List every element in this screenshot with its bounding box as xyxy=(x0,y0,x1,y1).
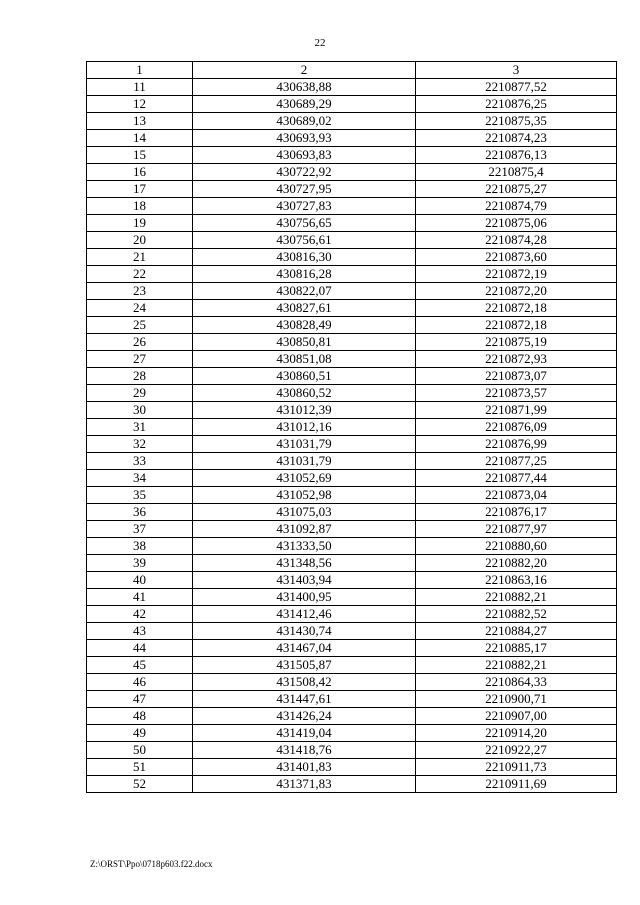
table-cell-col-1: 19 xyxy=(87,215,193,232)
table-cell-col-3: 2210872,19 xyxy=(416,266,617,283)
table-cell-col-3: 2210873,60 xyxy=(416,249,617,266)
table-row xyxy=(87,572,617,589)
table-cell-col-1: 23 xyxy=(87,283,193,300)
table-cell-col-2: 431052,69 xyxy=(193,470,416,487)
table-cell-col-1: 42 xyxy=(87,606,193,623)
table-cell-col-1: 40 xyxy=(87,572,193,589)
table-cell-col-1: 34 xyxy=(87,470,193,487)
table-row xyxy=(87,215,617,232)
table-cell-col-3: 2210876,99 xyxy=(416,436,617,453)
table-cell-col-3: 2210877,52 xyxy=(416,79,617,96)
table-row xyxy=(87,776,617,793)
table-cell-col-2: 431430,74 xyxy=(193,623,416,640)
table-cell-col-2: 430828,49 xyxy=(193,317,416,334)
table-cell-col-3: 2210875,27 xyxy=(416,181,617,198)
table-cell-col-1: 52 xyxy=(87,776,193,793)
table-row xyxy=(87,623,617,640)
table-cell-col-2: 431403,94 xyxy=(193,572,416,589)
table-cell-col-2: 430693,93 xyxy=(193,130,416,147)
table-row xyxy=(87,198,617,215)
table-cell-col-3: 2210873,04 xyxy=(416,487,617,504)
table-cell-col-1: 46 xyxy=(87,674,193,691)
table-cell-col-2: 431400,95 xyxy=(193,589,416,606)
table-cell-col-3: 2210876,13 xyxy=(416,147,617,164)
table-cell-col-3: 2210875,19 xyxy=(416,334,617,351)
table-row xyxy=(87,725,617,742)
table-cell-col-1: 22 xyxy=(87,266,193,283)
table-cell-col-1: 14 xyxy=(87,130,193,147)
table-cell-col-1: 15 xyxy=(87,147,193,164)
table-cell-col-2: 431508,42 xyxy=(193,674,416,691)
table-row xyxy=(87,317,617,334)
table-cell-col-2: 430689,29 xyxy=(193,96,416,113)
table-cell-col-1: 36 xyxy=(87,504,193,521)
table-cell-col-2: 430693,83 xyxy=(193,147,416,164)
table-row xyxy=(87,521,617,538)
table-cell-col-3: 2210874,28 xyxy=(416,232,617,249)
table-row xyxy=(87,555,617,572)
column-header-2: 2 xyxy=(193,62,416,79)
table-cell-col-1: 29 xyxy=(87,385,193,402)
page-number: 22 xyxy=(314,37,326,49)
table-cell-col-2: 430827,61 xyxy=(193,300,416,317)
table-row xyxy=(87,164,617,181)
table-cell-col-1: 21 xyxy=(87,249,193,266)
table-body xyxy=(87,79,617,793)
table-cell-col-3: 2210876,17 xyxy=(416,504,617,521)
table-row xyxy=(87,657,617,674)
table-cell-col-1: 35 xyxy=(87,487,193,504)
table-row xyxy=(87,504,617,521)
table-row xyxy=(87,606,617,623)
table-cell-col-3: 2210907,00 xyxy=(416,708,617,725)
table-cell-col-3: 2210914,20 xyxy=(416,725,617,742)
table-cell-col-3: 2210877,44 xyxy=(416,470,617,487)
table-row xyxy=(87,436,617,453)
table-row xyxy=(87,742,617,759)
table-cell-col-1: 51 xyxy=(87,759,193,776)
table-cell-col-2: 430860,51 xyxy=(193,368,416,385)
table-cell-col-3: 2210872,18 xyxy=(416,300,617,317)
table-cell-col-1: 28 xyxy=(87,368,193,385)
table-cell-col-2: 431418,76 xyxy=(193,742,416,759)
table-row xyxy=(87,181,617,198)
table-row xyxy=(87,147,617,164)
table-cell-col-1: 25 xyxy=(87,317,193,334)
table-cell-col-1: 49 xyxy=(87,725,193,742)
table-cell-col-2: 430860,52 xyxy=(193,385,416,402)
table-row xyxy=(87,368,617,385)
table-cell-col-2: 430850,81 xyxy=(193,334,416,351)
table-cell-col-3: 2210863,16 xyxy=(416,572,617,589)
table-row xyxy=(87,640,617,657)
table-cell-col-2: 431426,24 xyxy=(193,708,416,725)
table-row xyxy=(87,708,617,725)
table-cell-col-3: 2210882,20 xyxy=(416,555,617,572)
table-cell-col-2: 431371,83 xyxy=(193,776,416,793)
table-cell-col-1: 47 xyxy=(87,691,193,708)
table-cell-col-3: 2210875,06 xyxy=(416,215,617,232)
footer-file-path: Z:\ORST\Ppo\0718p603.f22.docx xyxy=(90,859,213,869)
table-cell-col-2: 431031,79 xyxy=(193,436,416,453)
table-row xyxy=(87,419,617,436)
table-cell-col-2: 431412,46 xyxy=(193,606,416,623)
table-cell-col-1: 41 xyxy=(87,589,193,606)
table-cell-col-1: 18 xyxy=(87,198,193,215)
column-header-3: 3 xyxy=(416,62,617,79)
table-row xyxy=(87,96,617,113)
table-cell-col-3: 2210882,52 xyxy=(416,606,617,623)
table-cell-col-3: 2210875,4 xyxy=(416,164,617,181)
table-cell-col-2: 431505,87 xyxy=(193,657,416,674)
table-cell-col-2: 430689,02 xyxy=(193,113,416,130)
table-cell-col-1: 11 xyxy=(87,79,193,96)
table-cell-col-2: 430851,08 xyxy=(193,351,416,368)
table-row xyxy=(87,691,617,708)
table-row xyxy=(87,538,617,555)
table-row xyxy=(87,249,617,266)
table-cell-col-1: 38 xyxy=(87,538,193,555)
table-cell-col-2: 431419,04 xyxy=(193,725,416,742)
table-cell-col-1: 16 xyxy=(87,164,193,181)
table-cell-col-3: 2210872,20 xyxy=(416,283,617,300)
table-row xyxy=(87,232,617,249)
table-cell-col-3: 2210872,93 xyxy=(416,351,617,368)
table-cell-col-2: 430822,07 xyxy=(193,283,416,300)
table-cell-col-1: 43 xyxy=(87,623,193,640)
table-cell-col-1: 30 xyxy=(87,402,193,419)
table-row xyxy=(87,113,617,130)
table-cell-col-2: 431348,56 xyxy=(193,555,416,572)
table-header-row xyxy=(87,62,617,79)
table-cell-col-2: 430816,30 xyxy=(193,249,416,266)
table-cell-col-1: 17 xyxy=(87,181,193,198)
table-row xyxy=(87,589,617,606)
table-cell-col-3: 2210874,23 xyxy=(416,130,617,147)
table-cell-col-3: 2210911,69 xyxy=(416,776,617,793)
table-row xyxy=(87,283,617,300)
table-cell-col-3: 2210872,18 xyxy=(416,317,617,334)
table-cell-col-2: 431467,04 xyxy=(193,640,416,657)
table-row xyxy=(87,266,617,283)
table-cell-col-2: 431075,03 xyxy=(193,504,416,521)
table-cell-col-1: 44 xyxy=(87,640,193,657)
table-cell-col-2: 430722,92 xyxy=(193,164,416,181)
table-cell-col-2: 431401,83 xyxy=(193,759,416,776)
table-cell-col-1: 45 xyxy=(87,657,193,674)
table-row xyxy=(87,453,617,470)
table-row xyxy=(87,79,617,96)
table-cell-col-1: 32 xyxy=(87,436,193,453)
table-cell-col-3: 2210876,09 xyxy=(416,419,617,436)
table-cell-col-2: 430756,61 xyxy=(193,232,416,249)
table-cell-col-1: 20 xyxy=(87,232,193,249)
table-cell-col-3: 2210874,79 xyxy=(416,198,617,215)
table-row xyxy=(87,334,617,351)
table-cell-col-3: 2210877,97 xyxy=(416,521,617,538)
table-cell-col-1: 50 xyxy=(87,742,193,759)
table-row xyxy=(87,351,617,368)
table-cell-col-1: 12 xyxy=(87,96,193,113)
table-cell-col-2: 431092,87 xyxy=(193,521,416,538)
table-cell-col-3: 2210864,33 xyxy=(416,674,617,691)
table-cell-col-1: 48 xyxy=(87,708,193,725)
table-row xyxy=(87,470,617,487)
table-cell-col-2: 431031,79 xyxy=(193,453,416,470)
table-cell-col-3: 2210871,99 xyxy=(416,402,617,419)
table-row xyxy=(87,759,617,776)
table-cell-col-1: 33 xyxy=(87,453,193,470)
table-cell-col-1: 13 xyxy=(87,113,193,130)
table-cell-col-1: 27 xyxy=(87,351,193,368)
table-cell-col-3: 2210882,21 xyxy=(416,657,617,674)
table-cell-col-1: 31 xyxy=(87,419,193,436)
column-header-1: 1 xyxy=(87,62,193,79)
table-cell-col-3: 2210922,27 xyxy=(416,742,617,759)
table-cell-col-2: 430727,95 xyxy=(193,181,416,198)
table-row xyxy=(87,402,617,419)
table-cell-col-1: 37 xyxy=(87,521,193,538)
table-row xyxy=(87,385,617,402)
coordinates-table xyxy=(86,61,617,793)
table-cell-col-3: 2210875,35 xyxy=(416,113,617,130)
table-cell-col-1: 26 xyxy=(87,334,193,351)
table-cell-col-2: 430816,28 xyxy=(193,266,416,283)
table-cell-col-3: 2210885,17 xyxy=(416,640,617,657)
table-cell-col-3: 2210873,57 xyxy=(416,385,617,402)
table-cell-col-2: 431333,50 xyxy=(193,538,416,555)
table-cell-col-1: 24 xyxy=(87,300,193,317)
table-cell-col-2: 430638,88 xyxy=(193,79,416,96)
table-cell-col-3: 2210882,21 xyxy=(416,589,617,606)
table-cell-col-1: 39 xyxy=(87,555,193,572)
table-row xyxy=(87,130,617,147)
table-cell-col-2: 431447,61 xyxy=(193,691,416,708)
table-cell-col-2: 431052,98 xyxy=(193,487,416,504)
table-cell-col-2: 430756,65 xyxy=(193,215,416,232)
table-row xyxy=(87,487,617,504)
table-cell-col-3: 2210880,60 xyxy=(416,538,617,555)
table-cell-col-3: 2210900,71 xyxy=(416,691,617,708)
table-cell-col-2: 430727,83 xyxy=(193,198,416,215)
table-cell-col-2: 431012,16 xyxy=(193,419,416,436)
table-cell-col-3: 2210873,07 xyxy=(416,368,617,385)
table-row xyxy=(87,674,617,691)
table-cell-col-3: 2210884,27 xyxy=(416,623,617,640)
table-cell-col-2: 431012,39 xyxy=(193,402,416,419)
table-row xyxy=(87,300,617,317)
table-cell-col-3: 2210877,25 xyxy=(416,453,617,470)
table-cell-col-3: 2210911,73 xyxy=(416,759,617,776)
table-cell-col-3: 2210876,25 xyxy=(416,96,617,113)
